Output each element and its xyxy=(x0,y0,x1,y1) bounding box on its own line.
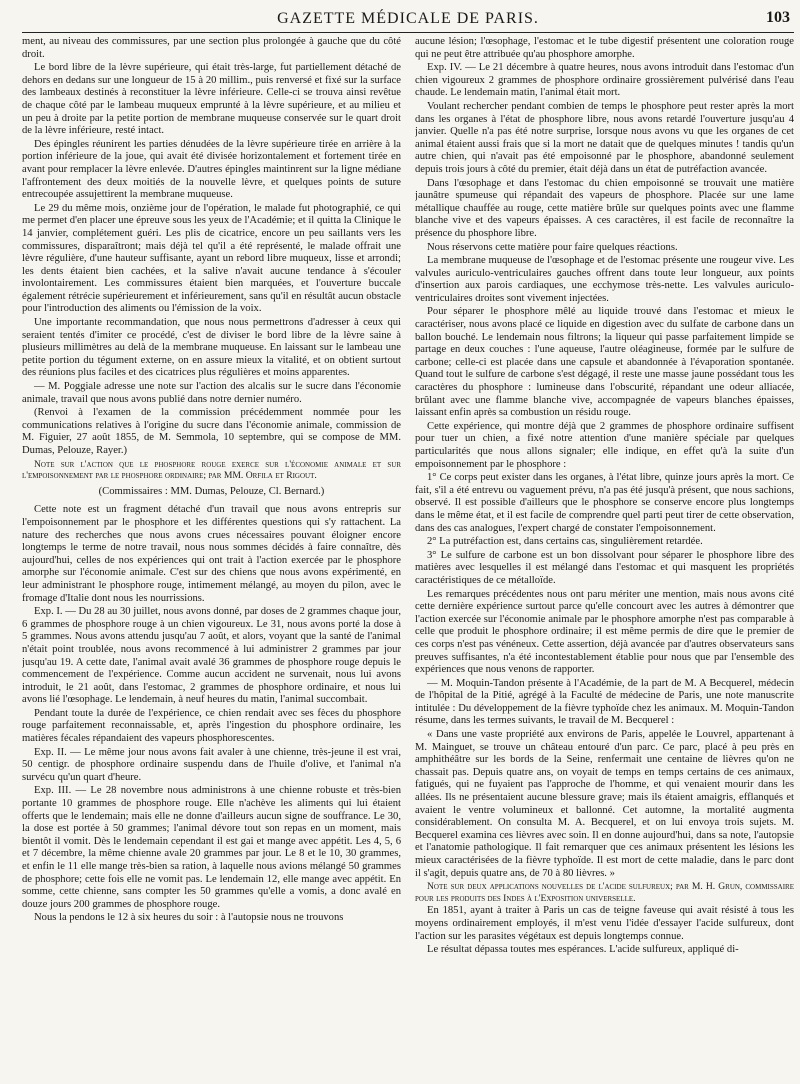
paragraph: Dans l'œsophage et dans l'estomac du chien empoisonné se trouvait une matière jaunâtre spumeuse qui répandait des vapeurs de phosphore. Placée sur une lame métallique chauffée au rouge, cette matière brûle sur quelques points avec une flamme blanche vive et des vapeurs épaisses. A ces caractères, il est facile de reconnaître la présence du phosphore libre. xyxy=(415,177,794,239)
article-heading: Note sur l'action que le phosphore rouge exerce sur l'économie animale et sur l'empoisonnement par le phosphore ordinaire; par MM. Orfila et Rigout. xyxy=(22,458,401,482)
paragraph: Nous réservons cette matière pour faire quelques réactions. xyxy=(427,241,678,253)
paragraph: Cette expérience, qui montre déjà que 2 grammes de phosphore ordinaire suffisent pour tuer un chien, a fixé notre attention d'une manière spéciale par quelques particularités que nous allons signaler; elle indique, en effet qu'à la suite d'un empoisonnement par le phosphore : xyxy=(415,420,794,470)
journal-title: GAZETTE MÉDICALE DE PARIS. xyxy=(277,10,539,27)
paragraph: Exp. IV. — Le 21 décembre à quatre heures, nous avons introduit dans l'estomac d'un chien vigoureux 2 grammes de phosphore ordinaire grossièrement pulvérisé dans l'eau chaude. Le lendemain matin, l'animal était mort. xyxy=(415,62,794,99)
paragraph: — M. Poggiale adresse une note sur l'action des alcalis sur le sucre dans l'économie animale, travail que nous avons publié dans notre dernier numéro. xyxy=(22,381,401,405)
paragraph: Le 29 du même mois, onzième jour de l'opération, le malade fut photographié, ce qui me permet d'en placer une épreuve sous les yeux de l'Académie; et il quitta la Clinique le 14 janvier, complétement guéri. Les plis de cicatrice, encore un peu saillants vers les commissures, disparaîtront; mais déjà tel qu'il a été représenté, le malade offrait une lèvre régulière, d'une hauteur suffisante, ayant un rebord libre muqueux, lisse et arrondi; les dents étaient bien cachées, et la salive n'avait aucune tendance à s'écouler involontairement. Les commissures étaient bien marquées, et l'ouverture buccale également rétrécie supérieurement et inférieurement, sans qu'il en résultât aucun obstacle pour l'introduction des aliments ou l'émission de la voix. xyxy=(22,202,401,315)
paragraph: Des épingles réunirent les parties dénudées de la lèvre supérieure tirée en arrière à la portion inférieure de la joue, qui avait été divisée horizontalement et fortement tirée en avant pour remplacer la lèvre enlevée. D'autres épingles maintinrent sur la ligne médiane l'affrontement des deux moitiés de la nouvelle lèvre, et quelques points de suture entrecoupée assujettirent la membrane muqueuse. xyxy=(22,138,401,201)
paragraph: (Renvoi à l'examen de la commission précédemment nommée pour les communications relatives à l'origine du sucre dans l'économie animale, commission de M. Figuier, 27 août 1855, de M. Semmola, 10 septembre, qui se compose de MM. Dumas, Pelouze, Rayer.) xyxy=(22,407,401,456)
page-number: 103 xyxy=(766,9,790,26)
paragraph: aucune lésion; l'œsophage, l'estomac et le tube digestif présentent une coloration rouge qui ne peut être attribuée qu'au phosphore amorphe. xyxy=(415,36,794,60)
paragraph: Exp. II. — Le même jour nous avons fait avaler à une chienne, très-jeune il est vrai, 50 centigr. de phosphore ordinaire suspendu dans de l'huile d'olive, et l'animal n'a survécu qu'un quart d'heure. xyxy=(22,746,401,783)
paragraph: Les remarques précédentes nous ont paru mériter une mention, mais nous avons cité cette dernière expérience surtout parce qu'elle concourt avec les autres à démontrer que l'action exercée sur l'économie animale par le phosphore amorphe n'est pas comparable à celle que produit le phosphore ordinaire; il est même permis de dire que le premier de ces corps n'est pas vénéneux. Cette assertion, déjà avancée par d'autres observateurs sans preuves suffisantes, n'a été incontestablement établie pour nous que par l'ensemble des expériences que nous venons de rapporter. xyxy=(415,588,794,676)
text-columns xyxy=(22,36,794,1082)
paragraph: — M. Moquin-Tandon présente à l'Académie, de la part de M. A Becquerel, médecin de l'hôpital de la Pitié, agrégé à la Faculté de médecine de Paris, une note manuscrite intitulée : Du développement de la fièvre typhoïde chez les animaux. M. Moquin-Tandon résume, dans les termes suivants, le travail de M. Becquerel : xyxy=(415,677,794,727)
paragraph: Cette note est un fragment détaché d'un travail que nous avons entrepris sur l'empoisonnement par le phosphore et les différentes questions qui s'y rattachent. La nature des recherches que nous avons crues nécessaires pouvant éloigner encore longtemps le terme de notre travail, nous nous sommes décidés à faire connaître, dès aujourd'hui, celles de nos expériences qui ont trait à l'action exercée par le phosphore amorphe sur l'économie animale. C'est sur des chiens que nous avons expérimenté, en leur administrant le phosphore rouge, intimement mélangé, au moyen du pilon, avec le fromage d'Italie dont nous les nourrissions. xyxy=(22,504,401,604)
paragraph: En 1851, ayant à traiter à Paris un cas de teigne faveuse qui avait résisté à tous les moyens ordinairement employés, il m'est venu l'idée d'essayer l'acide sulfureux, dont l'action sur les parasites végétaux est depuis longtemps connue. xyxy=(415,905,794,942)
paragraph: Pour séparer le phosphore mêlé au liquide trouvé dans l'estomac et mieux le caractériser, nous avons placé ce liquide en digestion avec du sulfate de carbone dans un ballon bouché. Le lendemain nous filtrons; la liqueur qui passe parfaitement limpide se partage en deux couches : l'une aqueuse, l'autre oléagineuse, formée par le sulfure de carbone; celle-ci est placée dans une capsule et abandonnée à l'évaporation spontanée. Quand tout le sulfure de carbone s'est dégagé, il reste une masse jaune possédant tous les caractères du phosphore : lumineuse dans l'obscurité, répandant une odeur alliacée, brûlant avec une flamme blanche vive, accompagnée de vapeurs blanches épaisses, laissant enfin après sa combustion un résidu rouge. xyxy=(415,306,794,419)
paragraph: Le bord libre de la lèvre supérieure, qui était très-large, fut partiellement détaché de dehors en dedans sur une longueur de 15 à 20 millim., puis renversé et fixé sur la surface des lambeaux destinés à reconstituer la lèvre inférieure. Celle-ci se trouva ainsi revêtue de chaque côté par le lambeau muqueux emprunté à la lèvre supérieure, et au milieu et un peu à droite par la petite portion de membrane muqueuse conservée sur le quart droit de la lèvre inférieure, resté intact. xyxy=(22,62,401,137)
quotation: « Dans une vaste propriété aux environs de Paris, appelée le Louvrel, appartenant à M. Mainguet, se trouve un château entouré d'un parc. Ce parc, placé à peu près en amphithéâtre sur les bords de la Seine, renfermait une centaine de lièvres qu'on ne chassait pas. Depuis quatre ans, on voyait de temps en temps certains de ces animaux, fatigués, qui ne fuyaient pas l'approche de l'homme, et qui venaient mourir dans les allées. Ils ne présentaient aucune blessure grave; mais ils étaient amaigris, efflanqués et avaient le ventre volumineux et ballonné. Cet automne, la mortalité augmenta considérablement. On consulta M. A. Becquerel, et on lui envoya trois sujets. M. Becquerel examina ces lièvres avec soin. Il en donne aujourd'hui, dans sa note, l'autopsie et l'anatomie pathologique. Il fait remarquer que ces animaux présentent les lésions les mieux caractérisées de la fièvre typhoïde. Il est mort de cette maladie, dans le parc dont il s'agit, depuis quatre ans, de 70 à 80 lièvres. » xyxy=(415,729,794,879)
paragraph: 3° Le sulfure de carbone est un bon dissolvant pour séparer le phosphore libre des matières avec lesquelles il est mélangé dans l'estomac et qui masquent les propriétés caractéristiques de ce métalloïde. xyxy=(415,549,794,586)
paragraph: Voulant rechercher pendant combien de temps le phosphore peut rester après la mort dans les organes à l'état de phosphore libre, nous avons retardé l'ouverture jusqu'au 4 janvier. Quelle n'a pas été notre surprise, lorsque nous avons vu que les organes de cet animal étaient aussi frais que si la mort ne datait que de quelques minutes ! tandis qu'un autre chien, qui n'avait pas été empoisonné par le phosphore, abandonné seulement depuis trois jours à côté du premier, était déjà dans un état de putréfaction avancée. xyxy=(415,100,794,175)
paragraph: Nous la pendons le 12 à six heures du soir : à l'autopsie nous ne trouvons xyxy=(34,912,344,924)
article-heading: Note sur deux applications nouvelles de l'acide sulfureux; par M. H. Grun, commissaire pour les produits des Indes à l'Exposition universelle. xyxy=(415,881,794,904)
paragraph: Exp. III. — Le 28 novembre nous administrons à une chienne robuste et très-bien portante 10 grammes de phosphore rouge. Elle n'achève les aliments qui lui étaient offerts que le lendemain; mais elle ne donne d'ailleurs aucun signe de souffrance. Le 30, la dose est portée à 50 grammes; l'animal dévore tout son repas en un moment, mais bientôt il vomit. Dès le lendemain cependant il est gai et mange avec appétit. Les 4, 5, 6 et 7 décembre, la même chienne avale 20 grammes par jour. Le 8 et le 10, 30 grammes, et enfin le 11 elle mange très-bien sa ration, à laquelle nous avions mélangé 50 grammes de phosphore; cette fois elle ne vomit pas. Le lendemain 12, elle mange avec appétit. En somme, cette chienne, sans compter les 50 grammes qu'elle a vomis, a donc avalé en douze jours 200 grammes de phosphore rouge. xyxy=(22,785,401,910)
paragraph: ment, au niveau des commissures, par une section plus prolongée à gauche que du côté droit. xyxy=(22,36,401,60)
paragraph: Une importante recommandation, que nous nous permettrons d'adresser à ceux qui seraient tentés d'imiter ce procédé, c'est de diviser le bord libre de la lèvre saine à plusieurs millimètres au delà de la membrane muqueuse. En laissant sur le lambeau une petite portion du tégument externe, on en assure mieux la vitalité, et on obtient surtout des réunions plus faciles et des cicatrices plus régulières et moins apparentes. xyxy=(22,317,401,379)
left-column xyxy=(22,36,401,1082)
paragraph: Le résultat dépassa toutes mes espérances. L'acide sulfureux, appliqué di- xyxy=(427,944,739,956)
commission-line: (Commissaires : MM. Dumas, Pelouze, Cl. Bernard.) xyxy=(98,485,325,497)
paragraph: Pendant toute la durée de l'expérience, ce chien rendait avec ses fèces du phosphore rouge parfaitement reconnaissable, et, après l'ingestion du phosphore ordinaire, les matières fécales répandaient des vapeurs phosphorescentes. xyxy=(22,707,401,745)
paragraph: Exp. I. — Du 28 au 30 juillet, nous avons donné, par doses de 2 grammes chaque jour, 6 grammes de phosphore rouge à un chien vigoureux. Le 31, nous avons porté la dose à 5 grammes. Nous avons attendu jusqu'au 7 août, et alors, voyant que la santé de l'animal n'était point troublée, nous avons recommencé à lui administrer 2 grammes par jour jusqu'au 19. A cette date, l'animal avait avalé 36 grammes de phosphore rouge depuis le commencement de l'expérience. Comme aucun accident ne survenait, nous lui avons introduit, le 21 août, dans l'estomac, 2 grammes de phosphore ordinaire, et nous lui avons lié l'œsophage. Le lendemain, à neuf heures du matin, l'animal succombait. xyxy=(22,606,401,706)
paragraph: La membrane muqueuse de l'œsophage et de l'estomac présente une rougeur vive. Les valvules auriculo-ventriculaires gauches offrent dans toute leur longueur, aux points d'insertion aux parois cardiaques, une ecchymose très-nette. Les valvules auriculo-ventriculaires droites sont vivement injectées. xyxy=(415,255,794,304)
page-header xyxy=(22,6,794,33)
paragraph: 2° La putréfaction est, dans certains cas, singulièrement retardée. xyxy=(427,536,703,548)
paragraph: 1° Ce corps peut exister dans les organes, à l'état libre, quinze jours après la mort. Ce fait, s'il a été entrevu ou vaguement prévu, n'a pas été jusqu'à présent, que nous sachions, observé. Il est possible d'ailleurs que le phosphore se conserve encore plus longtemps dans le même état, et il est facile de comprendre quel parti peut tirer de cette observation, dans des cas analogues, l'expert chargé de constater l'empoisonnement. xyxy=(415,472,794,534)
right-column xyxy=(415,36,794,1082)
